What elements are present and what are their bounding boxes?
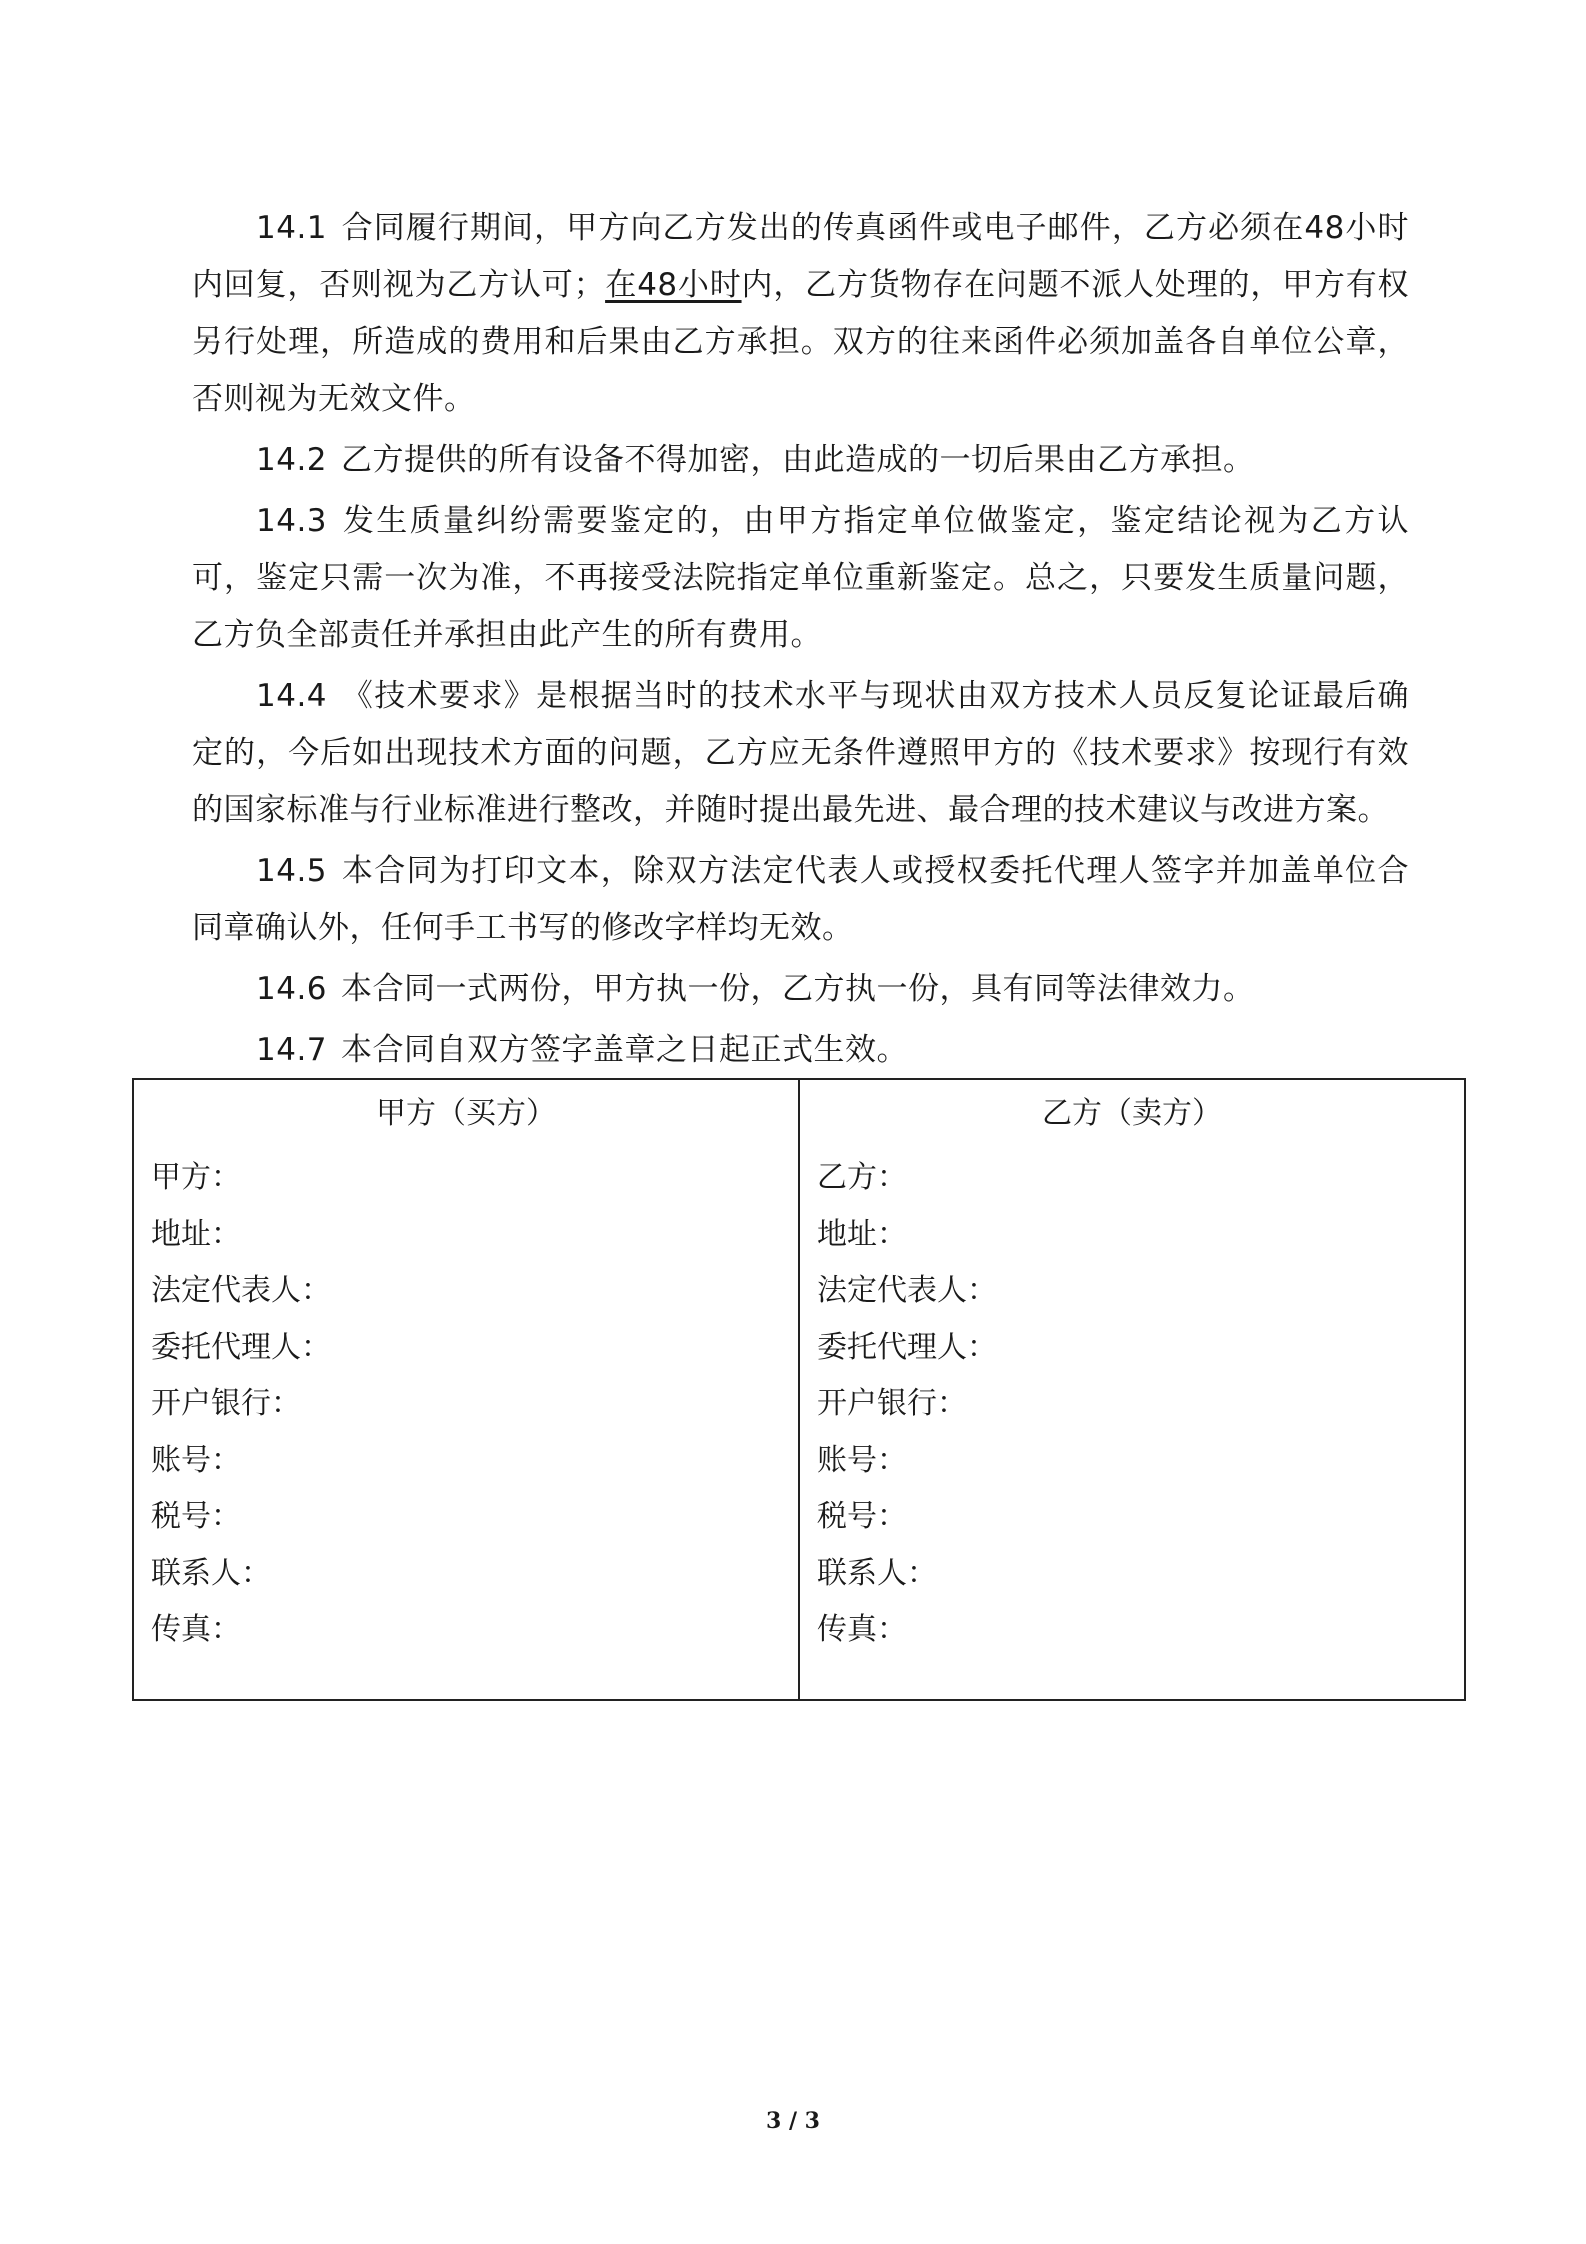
clause-14-7 bbox=[192, 1022, 1409, 1079]
clause-text: 本合同一式两份，甲方执一份，乙方执一份，具有同等法律效力。 bbox=[341, 971, 1255, 1007]
clause-14-6 bbox=[192, 961, 1409, 1018]
signature-row bbox=[133, 1079, 1465, 1700]
clause-14-2 bbox=[192, 432, 1409, 489]
clause-number: 14.1 bbox=[256, 210, 328, 246]
buyer-field-party: 甲方： bbox=[151, 1160, 241, 1195]
seller-field-fax: 传真： bbox=[817, 1612, 907, 1647]
seller-field-bank: 开户银行： bbox=[817, 1386, 967, 1421]
clause-text: 内，乙方货物存在问题不派人处理的，甲方有权另行处理，所造成的费用和后果由乙方承担。双方的往来函件必须加盖各自单位公章，否则视为无效文件。 bbox=[192, 267, 1410, 417]
clause-14-5 bbox=[192, 843, 1409, 957]
seller-field-account: 账号： bbox=[817, 1442, 907, 1478]
seller-field-legal-rep: 法定代表人： bbox=[817, 1273, 997, 1308]
buyer-column bbox=[133, 1079, 799, 1700]
clause-number: 14.4 bbox=[256, 678, 328, 714]
page-number: 3 / 3 bbox=[766, 2108, 820, 2134]
buyer-field-contact: 联系人： bbox=[151, 1555, 271, 1591]
buyer-field-address: 地址： bbox=[151, 1216, 241, 1252]
buyer-field-legal-rep: 法定代表人： bbox=[151, 1273, 331, 1308]
clause-underlined-text: 在48小时 bbox=[605, 267, 742, 303]
seller-field-contact: 联系人： bbox=[817, 1555, 937, 1591]
seller-field-party: 乙方： bbox=[817, 1160, 907, 1195]
clause-14-3 bbox=[192, 493, 1409, 664]
clause-text: 《技术要求》是根据当时的技术水平与现状由双方技术人员反复论证最后确定的，今后如出现技术方面的问题，乙方应无条件遵照甲方的《技术要求》按现行有效的国家标准与行业标准进行整改，并随时提出最先进、最合理的技术建议与改进方案。 bbox=[192, 678, 1409, 828]
contract-clauses bbox=[192, 200, 1409, 1083]
seller-column bbox=[799, 1079, 1465, 1700]
buyer-field-bank: 开户银行： bbox=[151, 1386, 301, 1421]
seller-field-tax-id: 税号： bbox=[817, 1499, 907, 1534]
buyer-heading: 甲方（买方） bbox=[376, 1096, 556, 1131]
clause-text: 合同履行期间，甲方向乙方发出的传真函件或电子邮件，乙方必须在48小时内回复，否则视为乙方认可； bbox=[192, 210, 1409, 303]
buyer-field-tax-id: 税号： bbox=[151, 1499, 241, 1534]
clause-text: 乙方提供的所有设备不得加密，由此造成的一切后果由乙方承担。 bbox=[341, 442, 1255, 478]
clause-text: 本合同为打印文本，除双方法定代表人或授权委托代理人签字并加盖单位合同章确认外，任何手工书写的修改字样均无效。 bbox=[192, 853, 1409, 946]
clause-number: 14.6 bbox=[256, 971, 328, 1007]
seller-field-address: 地址： bbox=[817, 1216, 907, 1252]
clause-number: 14.3 bbox=[256, 503, 328, 539]
signature-table bbox=[132, 1078, 1466, 1701]
clause-number: 14.5 bbox=[256, 853, 328, 889]
clause-number: 14.2 bbox=[256, 442, 328, 478]
clause-text: 发生质量纠纷需要鉴定的，由甲方指定单位做鉴定，鉴定结论视为乙方认可，鉴定只需一次为准，不再接受法院指定单位重新鉴定。总之，只要发生质量问题，乙方负全部责任并承担由此产生的所有费用。 bbox=[192, 503, 1409, 653]
buyer-field-account: 账号： bbox=[151, 1442, 241, 1478]
clause-14-1 bbox=[192, 200, 1409, 428]
buyer-field-agent: 委托代理人： bbox=[151, 1329, 331, 1365]
seller-heading: 乙方（卖方） bbox=[1042, 1096, 1222, 1131]
clause-14-4 bbox=[192, 668, 1409, 839]
seller-field-agent: 委托代理人： bbox=[817, 1329, 997, 1365]
clause-number: 14.7 bbox=[256, 1032, 328, 1068]
clause-text: 本合同自双方签字盖章之日起正式生效。 bbox=[341, 1032, 909, 1068]
buyer-field-fax: 传真： bbox=[151, 1612, 241, 1647]
